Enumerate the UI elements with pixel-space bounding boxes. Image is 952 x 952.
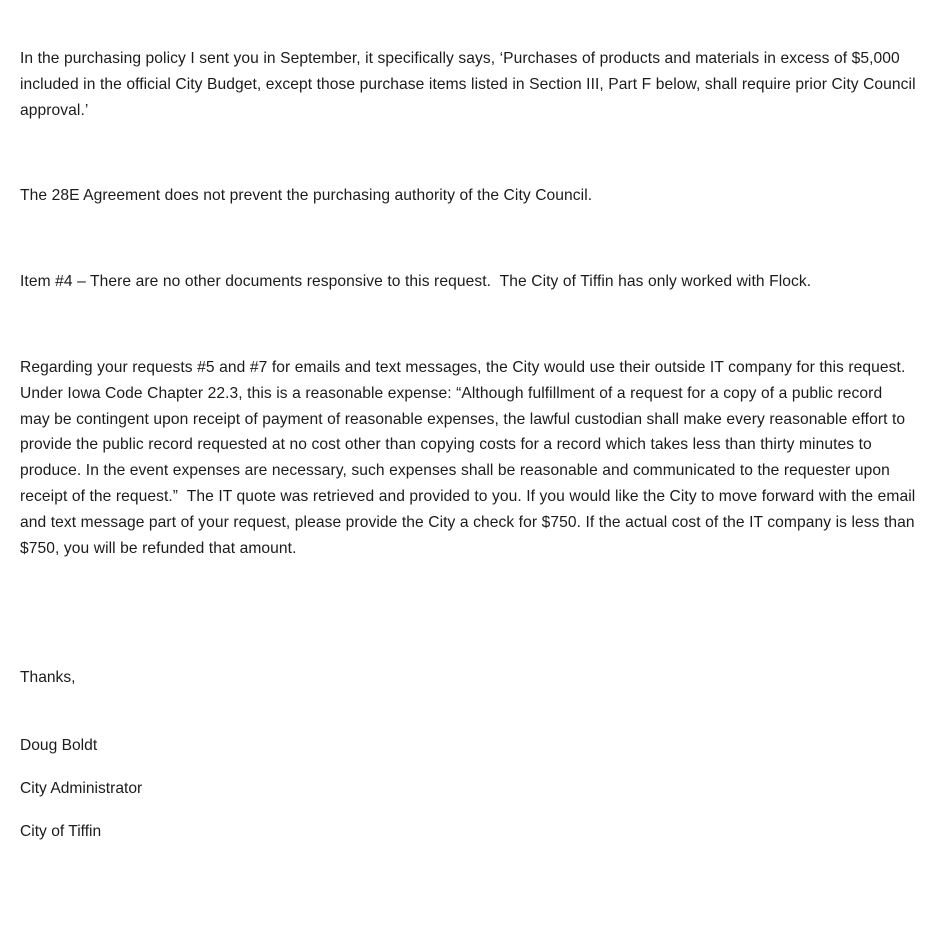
closing-spacer <box>20 561 916 665</box>
paragraph-purchasing-policy: In the purchasing policy I sent you in September, it specifically says, ‘Purchases of products and materials in excess of $5,000 included in the official City Budget, except those purchase items listed in Section III, Part F below, shall require prior City Council approval.’ <box>20 50 921 119</box>
paragraph-spacer <box>20 123 916 183</box>
paragraph-item-4: Item #4 – There are no other documents responsive to this request. The City of Tiffin has only worked with Flock. <box>20 273 812 291</box>
document-body <box>20 0 921 845</box>
signature-line-spacer <box>20 802 916 819</box>
closing-salutation: Thanks, <box>20 669 76 687</box>
paragraph-spacer <box>20 295 916 355</box>
paragraph-spacer <box>20 209 916 269</box>
signature-organization: City of Tiffin <box>20 822 102 840</box>
paragraph-28e-agreement: The 28E Agreement does not prevent the purchasing authority of the City Council. <box>20 187 593 205</box>
signature-spacer <box>20 691 916 733</box>
signature-line-spacer <box>20 759 916 776</box>
signature-name: Doug Boldt <box>20 737 98 755</box>
signature-title: City Administrator <box>20 779 143 797</box>
paragraph-requests-5-and-7: Regarding your requests #5 and #7 for emails and text messages, the City would use their outside IT company for this request. Under Iowa Code Chapter 22.3, this is a reasonable expense: “Although fulfillment of a request for a copy of a public record may be contingent upon receipt of payment of reasonable expenses, the lawful custodian shall make every reasonable effort to provide the public record requested at no cost other than copying costs for a record which takes less than thirty minutes to produce. In the event expenses are necessary, such expenses shall be reasonable and communicated to the requester upon receipt of the request.” The IT quote was retrieved and provided to you. If you would like the City to move forward with the email and text message part of your request, please provide the City a check for $750. If the actual cost of the IT company is less than $750, you will be refunded that amount. <box>20 358 920 557</box>
